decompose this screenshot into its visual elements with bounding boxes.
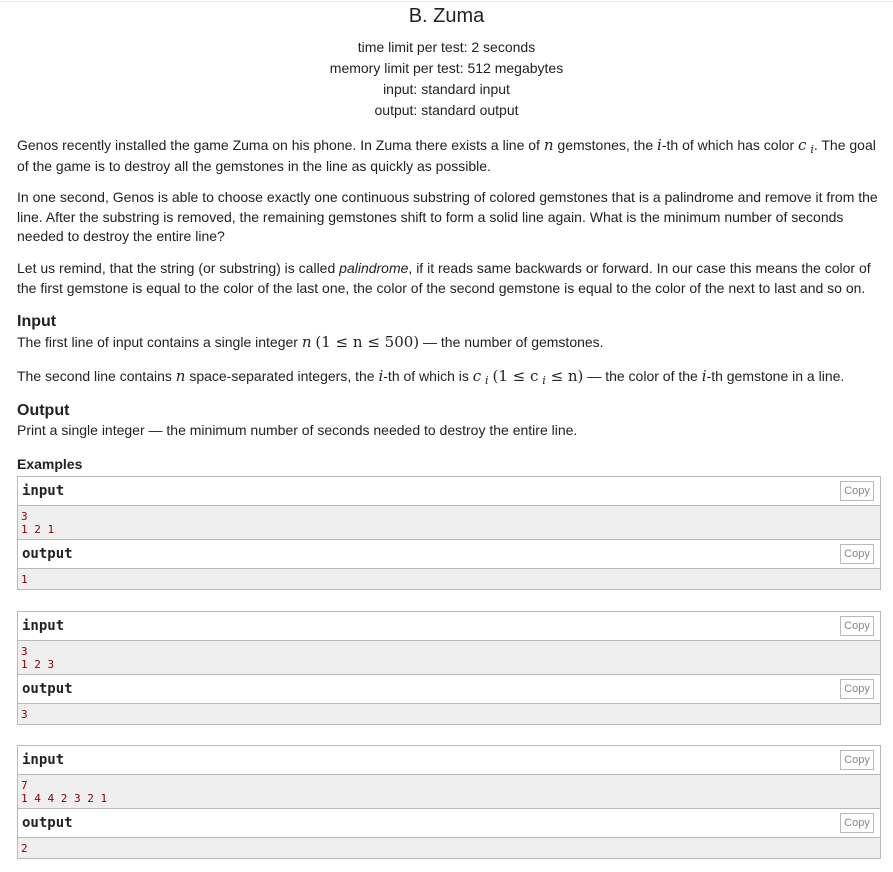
data-line: 2 xyxy=(21,842,28,855)
data-line: 3 xyxy=(21,645,28,658)
math-range: (1 ≤ c xyxy=(492,367,539,385)
problem-title: B. Zuma xyxy=(408,5,485,27)
data-line: 1 4 4 2 3 2 1 xyxy=(21,792,108,805)
example-input-data xyxy=(18,775,880,809)
text: The first line of input contains a single integer xyxy=(17,334,302,350)
top-divider xyxy=(0,1,893,2)
statement-paragraph-1 xyxy=(17,136,883,176)
math-c: c xyxy=(472,367,482,385)
data-line: 1 2 1 xyxy=(21,523,55,536)
math-range: (1 ≤ n ≤ 500) xyxy=(315,333,420,351)
example-output-header xyxy=(18,809,880,838)
example-output-data xyxy=(18,838,880,858)
text: — the color of the xyxy=(583,368,702,384)
example-box xyxy=(17,476,881,590)
output-text: Print a single integer — the minimum number of seconds needed to destroy the entire line. xyxy=(17,422,578,438)
math-i: i xyxy=(657,136,662,154)
input-line-1 xyxy=(17,333,883,353)
example-input-header xyxy=(18,477,880,506)
input-label: input xyxy=(22,618,65,634)
example-output-data xyxy=(18,704,880,724)
emphasis: palindrome xyxy=(339,260,409,276)
time-limit: time limit per test: 2 seconds xyxy=(357,39,536,55)
example-output-header xyxy=(18,540,880,569)
input-line-2 xyxy=(17,367,883,388)
text: space-separated integers, the xyxy=(185,368,379,384)
text: gemstones, the xyxy=(553,137,658,153)
text: Let us remind, that the string (or substring) is called xyxy=(17,260,340,276)
example-input-header xyxy=(18,746,880,775)
example-box xyxy=(17,745,881,859)
text: -th of which is xyxy=(383,368,473,384)
output-file: output: standard output xyxy=(374,102,519,118)
text: . The goal of the game is to destroy all the gemstones in the line as quickly as possible. xyxy=(17,137,876,174)
data-line: 3 xyxy=(21,510,28,523)
memory-limit: memory limit per test: 512 megabytes xyxy=(329,60,564,76)
copy-button[interactable]: Copy xyxy=(840,544,874,564)
copy-button[interactable]: Copy xyxy=(840,813,874,833)
statement-paragraph-2: In one second, Genos is able to choose exactly one continuous substring of colored gemstones that is a palindrome and remove it from the line. After the substring is removed, the remaining gemstones shift to form a solid line again. What is the minimum number of seconds needed to destroy the entire line? xyxy=(17,189,878,244)
copy-button[interactable]: Copy xyxy=(840,679,874,699)
math-n: n xyxy=(301,333,312,351)
data-line: 1 2 3 xyxy=(21,658,55,671)
input-heading: Input xyxy=(17,313,57,330)
copy-button[interactable]: Copy xyxy=(840,481,874,501)
math-n: n xyxy=(543,136,554,154)
copy-button[interactable]: Copy xyxy=(840,616,874,636)
data-line: 3 xyxy=(21,708,28,721)
math-subscript: i xyxy=(542,374,546,387)
example-input-data xyxy=(18,641,880,675)
text: The second line contains xyxy=(17,368,176,384)
example-input-data xyxy=(18,506,880,540)
text: -th gemstone in a line. xyxy=(706,368,845,384)
data-line: 1 xyxy=(21,573,28,586)
math-subscript: i xyxy=(810,143,814,156)
example-output-header xyxy=(18,675,880,704)
copy-button[interactable]: Copy xyxy=(840,750,874,770)
example-box xyxy=(17,611,881,725)
examples-heading: Examples xyxy=(17,456,83,472)
text: -th of which has color xyxy=(661,137,799,153)
text: — the number of gemstones. xyxy=(419,334,604,350)
data-line: 7 xyxy=(21,779,28,792)
text: , if it reads same backwards or forward. In our case this means the color of the first gemstone is equal to the color of the last one, the color of the second gemstone is equal to the color of the next to last and so on. xyxy=(17,260,871,296)
input-label: input xyxy=(22,483,65,499)
text: Genos recently installed the game Zuma on his phone. In Zuma there exists a line of xyxy=(17,137,544,153)
statement-paragraph-3 xyxy=(17,259,883,298)
input-file: input: standard input xyxy=(383,81,510,97)
example-output-data xyxy=(18,569,880,589)
math-subscript: i xyxy=(485,374,489,387)
math-i: i xyxy=(378,367,384,385)
output-heading: Output xyxy=(17,402,70,419)
math-c: c xyxy=(798,136,807,154)
input-label: input xyxy=(22,752,65,768)
output-label: output xyxy=(22,815,73,831)
math-range-end: ≤ n) xyxy=(545,367,584,385)
math-n: n xyxy=(175,367,186,385)
output-label: output xyxy=(22,546,73,562)
example-input-header xyxy=(18,612,880,641)
math-i: i xyxy=(701,367,707,385)
output-label: output xyxy=(22,681,73,697)
